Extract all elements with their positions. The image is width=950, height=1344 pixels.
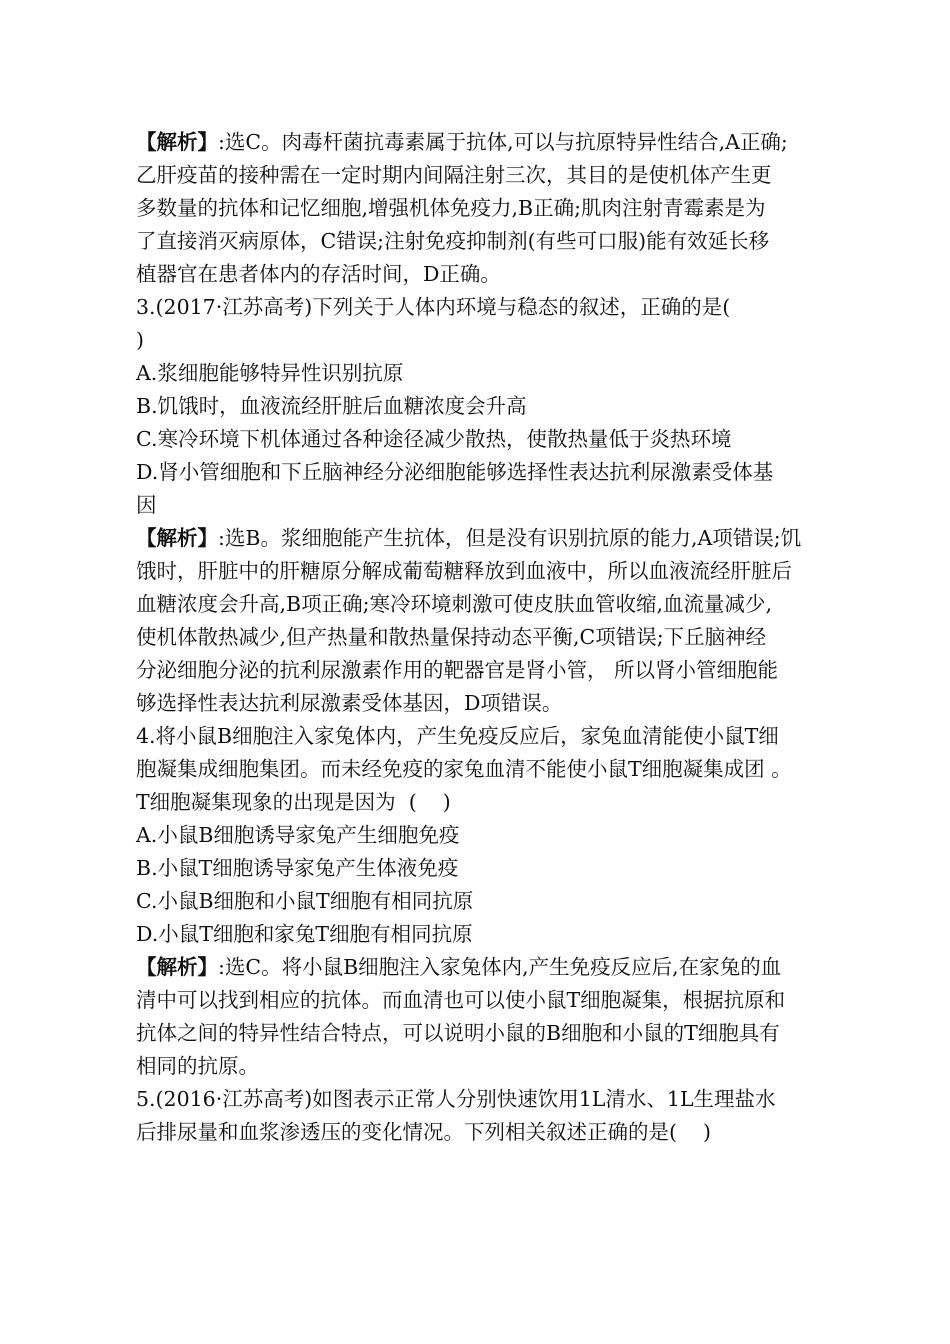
- option-c: C.寒冷环境下机体通过各种途径减少散热，使散热量低于炎热环境: [136, 427, 732, 451]
- text-line: 血糖浓度会升高,B项正确;寒冷环境刺激可使皮肤血管收缩,血流量减少,: [136, 592, 773, 616]
- text-line: 乙肝疫苗的接种需在一定时期内间隔注射三次，其目的是使机体产生更: [136, 163, 772, 187]
- text-line: 【解析】:选B。浆细胞能产生抗体，但是没有识别抗原的能力,A项错误;饥: [136, 526, 802, 550]
- text-line: 多数量的抗体和记忆细胞,增强机体免疫力,B正确;肌肉注射青霉素是为: [136, 196, 766, 220]
- text-line: 清中可以找到相应的抗体。而血清也可以使小鼠T细胞凝集，根据抗原和: [136, 988, 786, 1012]
- text-line: 饿时，肝脏中的肝糖原分解成葡萄糖释放到血液中，所以血液流经肝脏后: [136, 559, 792, 583]
- text-line: 分泌细胞分泌的抗利尿激素作用的靶器官是肾小管， 所以肾小管细胞能: [136, 658, 779, 682]
- text-line: 胞凝集成细胞集团。而未经免疫的家兔血清不能使小鼠T细胞凝集成团 。: [136, 757, 792, 781]
- text-line: ): [136, 328, 144, 352]
- text-line: 植器官在患者体内的存活时间，D正确。: [136, 262, 501, 286]
- text-line: 了直接消灭病原体，C错误;注射免疫抑制剂(有些可口服)能有效延长移: [136, 229, 770, 253]
- text-line: 抗体之间的特异性结合特点，可以说明小鼠的B细胞和小鼠的T细胞具有: [136, 1021, 780, 1045]
- option-d: D.肾小管细胞和下丘脑神经分泌细胞能够选择性表达抗利尿激素受体基: [136, 460, 774, 484]
- text-line: 【解析】:选C。将小鼠B细胞注入家兔体内,产生免疫反应后,在家兔的血: [136, 955, 782, 979]
- text-line: 后排尿量和血浆渗透压的变化情况。下列相关叙述正确的是( ): [136, 1120, 712, 1144]
- question-4-stem: 4.将小鼠B细胞注入家兔体内，产生免疫反应后，家兔血清能使小鼠T细: [136, 724, 779, 748]
- analysis-label: 【解析】: [136, 526, 218, 550]
- text-line: 使机体散热减少,但产热量和散热量保持动态平衡,C项错误;下丘脑神经: [136, 625, 767, 649]
- option-c: C.小鼠B细胞和小鼠T细胞有相同抗原: [136, 889, 474, 913]
- option-b: B.小鼠T细胞诱导家兔产生体液免疫: [136, 856, 459, 880]
- text-line: 因: [136, 493, 157, 517]
- option-a: A.小鼠B细胞诱导家兔产生细胞免疫: [136, 823, 460, 847]
- question-3-stem: 3.(2017·江苏高考)下列关于人体内环境与稳态的叙述，正确的是(: [136, 295, 731, 319]
- option-d: D.小鼠T细胞和家兔T细胞有相同抗原: [136, 922, 473, 946]
- option-b: B.饥饿时，血液流经肝脏后血糖浓度会升高: [136, 394, 527, 418]
- text-line: 【解析】:选C。肉毒杆菌抗毒素属于抗体,可以与抗原特异性结合,A正确;: [136, 130, 788, 154]
- text-line: 相同的抗原。: [136, 1054, 259, 1078]
- text-line: T细胞凝集现象的出现是因为 ( ): [136, 790, 451, 814]
- analysis-label: 【解析】: [136, 955, 218, 979]
- option-a: A.浆细胞能够特异性识别抗原: [136, 361, 404, 385]
- question-5-stem: 5.(2016·江苏高考)如图表示正常人分别快速饮用1L清水、1L生理盐水: [136, 1087, 776, 1111]
- text-line: 够选择性表达抗利尿激素受体基因，D项错误。: [136, 691, 563, 715]
- analysis-label: 【解析】: [136, 130, 218, 154]
